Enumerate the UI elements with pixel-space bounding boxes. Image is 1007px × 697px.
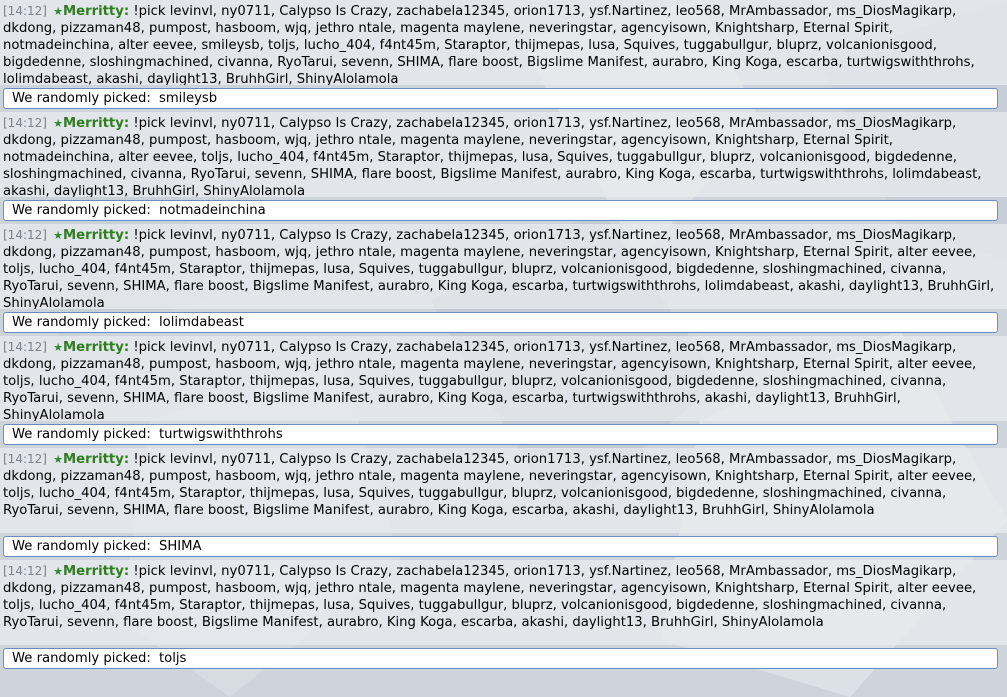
chat-message bbox=[0, 448, 1007, 533]
timestamp: [14:12] bbox=[3, 452, 47, 466]
star-icon: ★ bbox=[53, 565, 64, 578]
username[interactable]: Merritty: bbox=[63, 116, 130, 131]
pick-label: We randomly picked: bbox=[12, 539, 151, 554]
pick-label: We randomly picked: bbox=[12, 651, 151, 666]
chat-message bbox=[0, 224, 1007, 309]
picked-name: notmadeinchina bbox=[158, 203, 266, 218]
username[interactable]: Merritty: bbox=[63, 228, 130, 243]
timestamp: [14:12] bbox=[3, 4, 47, 18]
timestamp: [14:12] bbox=[3, 228, 47, 242]
pick-label: We randomly picked: bbox=[12, 203, 151, 218]
message-text: !pick levinvl, ny0711, Calypso Is Crazy, zachabela12345, orion1713, ysf.Nartinez, leo568, MrAmbassador, ms_DiosMagikarp, dkdong, pizzaman48, pumpost, hasboom, wjq, jethro ntale, magenta maylene, neveringstar, agencyisown, Knightsharp, Eternal Spirit, alter eevee, toljs, lucho_404, f4nt45m, Staraptor, thijmepas, lusa, Squives, tuggabullgur, bluprz, volcanionisgood, bigdedenne, sloshingmachined, civanna, RyoTarui, sevenn, flare boost, Bigslime Manifest, aurabro, King Koga, escarba, akashi, daylight13, BruhhGirl, ShinyAlolamola bbox=[3, 564, 977, 630]
chat-message bbox=[0, 0, 1007, 85]
username[interactable]: Merritty: bbox=[63, 4, 130, 19]
pick-result bbox=[3, 424, 998, 445]
star-icon: ★ bbox=[53, 453, 64, 466]
pick-result bbox=[3, 536, 998, 557]
pick-result bbox=[3, 648, 998, 669]
star-icon: ★ bbox=[53, 229, 64, 242]
timestamp: [14:12] bbox=[3, 340, 47, 354]
pick-result bbox=[3, 312, 998, 333]
message-text: !pick levinvl, ny0711, Calypso Is Crazy, zachabela12345, orion1713, ysf.Nartinez, leo568, MrAmbassador, ms_DiosMagikarp, dkdong, pizzaman48, pumpost, hasboom, wjq, jethro ntale, magenta maylene, neveringstar, agencyisown, Knightsharp, Eternal Spirit, notmadeinchina, alter eevee, smileysb, toljs, lucho_404, f4nt45m, Staraptor, thijmepas, lusa, Squives, tuggabullgur, bluprz, volcanionisgood, bigdedenne, sloshingmachined, civanna, RyoTarui, sevenn, SHIMA, flare boost, Bigslime Manifest, aurabro, King Koga, escarba, turtwigswiththrohs, lolimdabeast, akashi, daylight13, BruhhGirl, ShinyAlolamola bbox=[3, 4, 975, 85]
pick-label: We randomly picked: bbox=[12, 315, 151, 330]
picked-name: smileysb bbox=[158, 91, 218, 106]
picked-name: turtwigswiththrohs bbox=[158, 427, 283, 442]
pick-result bbox=[3, 200, 998, 221]
chat-message bbox=[0, 560, 1007, 645]
message-text: !pick levinvl, ny0711, Calypso Is Crazy, zachabela12345, orion1713, ysf.Nartinez, leo568, MrAmbassador, ms_DiosMagikarp, dkdong, pizzaman48, pumpost, hasboom, wjq, jethro ntale, magenta maylene, neveringstar, agencyisown, Knightsharp, Eternal Spirit, alter eevee, toljs, lucho_404, f4nt45m, Staraptor, thijmepas, lusa, Squives, tuggabullgur, bluprz, volcanionisgood, bigdedenne, sloshingmachined, civanna, RyoTarui, sevenn, SHIMA, flare boost, Bigslime Manifest, aurabro, King Koga, escarba, turtwigswiththrohs, akashi, daylight13, BruhhGirl, ShinyAlolamola bbox=[3, 340, 977, 421]
username[interactable]: Merritty: bbox=[63, 340, 130, 355]
star-icon: ★ bbox=[53, 117, 64, 130]
pick-label: We randomly picked: bbox=[12, 427, 151, 442]
message-text: !pick levinvl, ny0711, Calypso Is Crazy, zachabela12345, orion1713, ysf.Nartinez, leo568, MrAmbassador, ms_DiosMagikarp, dkdong, pizzaman48, pumpost, hasboom, wjq, jethro ntale, magenta maylene, neveringstar, agencyisown, Knightsharp, Eternal Spirit, alter eevee, toljs, lucho_404, f4nt45m, Staraptor, thijmepas, lusa, Squives, tuggabullgur, bluprz, volcanionisgood, bigdedenne, sloshingmachined, civanna, RyoTarui, sevenn, SHIMA, flare boost, Bigslime Manifest, aurabro, King Koga, escarba, turtwigswiththrohs, lolimdabeast, akashi, daylight13, BruhhGirl, ShinyAlolamola bbox=[3, 228, 995, 309]
username[interactable]: Merritty: bbox=[63, 564, 130, 579]
timestamp: [14:12] bbox=[3, 564, 47, 578]
pick-result bbox=[3, 88, 998, 109]
username[interactable]: Merritty: bbox=[63, 452, 130, 467]
message-text: !pick levinvl, ny0711, Calypso Is Crazy, zachabela12345, orion1713, ysf.Nartinez, leo568, MrAmbassador, ms_DiosMagikarp, dkdong, pizzaman48, pumpost, hasboom, wjq, jethro ntale, magenta maylene, neveringstar, agencyisown, Knightsharp, Eternal Spirit, alter eevee, toljs, lucho_404, f4nt45m, Staraptor, thijmepas, lusa, Squives, tuggabullgur, bluprz, volcanionisgood, bigdedenne, sloshingmachined, civanna, RyoTarui, sevenn, SHIMA, flare boost, Bigslime Manifest, aurabro, King Koga, escarba, akashi, daylight13, BruhhGirl, ShinyAlolamola bbox=[3, 452, 977, 518]
chat-message bbox=[0, 112, 1007, 197]
star-icon: ★ bbox=[53, 341, 64, 354]
chat-message bbox=[0, 336, 1007, 421]
picked-name: SHIMA bbox=[158, 539, 202, 554]
pick-label: We randomly picked: bbox=[12, 91, 151, 106]
picked-name: lolimdabeast bbox=[158, 315, 244, 330]
timestamp: [14:12] bbox=[3, 116, 47, 130]
star-icon: ★ bbox=[53, 5, 64, 18]
message-text: !pick levinvl, ny0711, Calypso Is Crazy, zachabela12345, orion1713, ysf.Nartinez, leo568, MrAmbassador, ms_DiosMagikarp, dkdong, pizzaman48, pumpost, hasboom, wjq, jethro ntale, magenta maylene, neveringstar, agencyisown, Knightsharp, Eternal Spirit, notmadeinchina, alter eevee, toljs, lucho_404, f4nt45m, Staraptor, thijmepas, lusa, Squives, tuggabullgur, bluprz, volcanionisgood, bigdedenne, sloshingmachined, civanna, RyoTarui, sevenn, SHIMA, flare boost, Bigslime Manifest, aurabro, King Koga, escarba, turtwigswiththrohs, lolimdabeast, akashi, daylight13, BruhhGirl, ShinyAlolamola bbox=[3, 116, 982, 197]
picked-name: toljs bbox=[158, 651, 187, 666]
